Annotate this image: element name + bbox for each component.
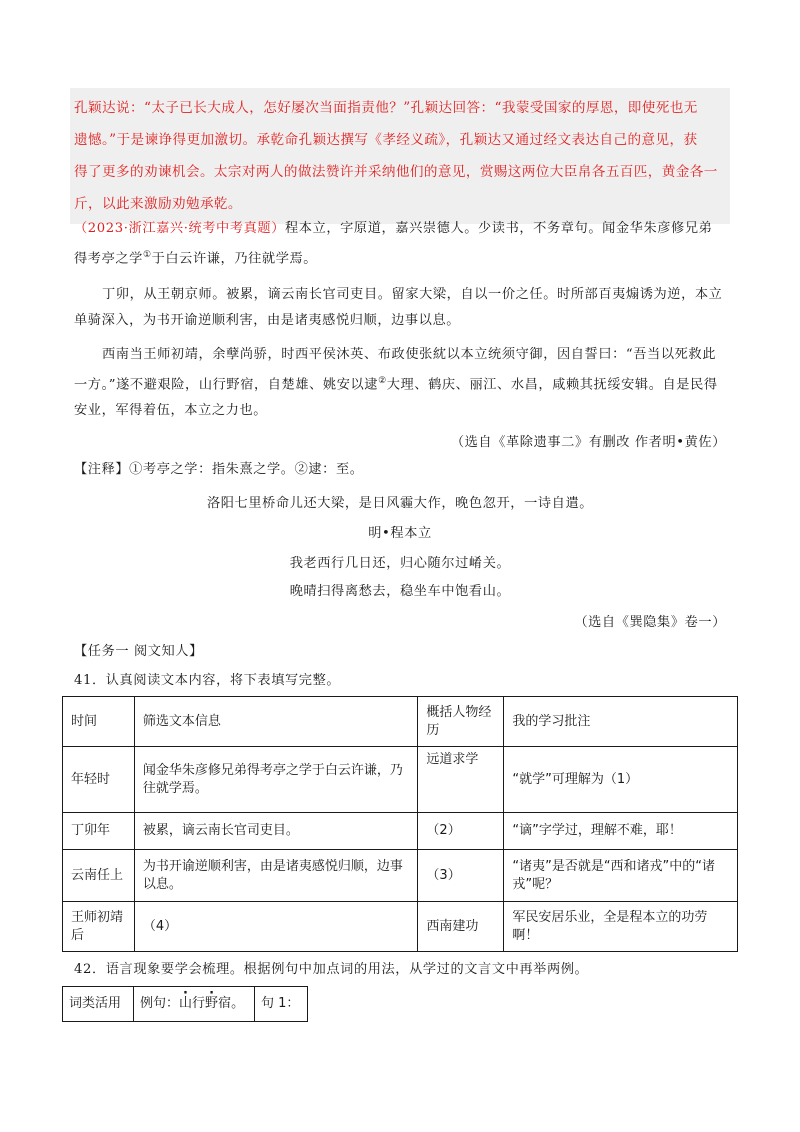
q41-table xyxy=(62,696,738,952)
table-cell: “谪”字学过，理解不难，耶！ xyxy=(504,813,738,850)
table-cell: 丁卯年 xyxy=(63,813,135,850)
q42-table xyxy=(62,986,308,1022)
header-cell: 概括人物经历 xyxy=(418,697,504,747)
table-header-row xyxy=(63,697,738,747)
header-cell: 时间 xyxy=(63,697,135,747)
answer-line: 遗憾。”于是谏诤得更加激切。承乾命孔颖达撰写《孝经义疏》，孔颖达又通过经文表达自己的意见，获 xyxy=(74,132,698,148)
q41-prompt: 41．认真阅读文本内容，将下表填写完整。 xyxy=(74,673,341,688)
table-cell: “诸夷”是否就是“西和诸戎”中的“诸戎”呢？ xyxy=(504,850,738,902)
p3-text-b: 大理、鹤庆、丽江、水昌，咸赖其抚绥安辑。自是民得安业，军得着伍，本立之力也。 xyxy=(74,377,718,419)
intro-text-1: 程本立，字原道，嘉兴崇德人。少读书，不务章句。闻金华朱彦修兄弟 xyxy=(285,221,713,236)
passage-intro xyxy=(74,216,724,272)
table-cell: 王师初靖后 xyxy=(63,902,135,952)
poem-author: 明•程本立 xyxy=(368,526,432,541)
answer-line: 斤，以此来激励劝勉承乾。 xyxy=(74,196,242,212)
header-cell: 筛选文本信息 xyxy=(134,697,418,747)
passage-citation: （选自《革除遗事二》有删改 作者明•黄佐） xyxy=(450,435,726,450)
poem-title: 洛阳七里桥命儿还大梁，是日风霾大作，晚色忽开，一诗自遣。 xyxy=(206,496,594,511)
table-row xyxy=(63,902,738,952)
example-text: 宿。 xyxy=(218,996,245,1011)
source-tag: （2023·浙江嘉兴·统考中考真题） xyxy=(74,221,285,236)
poem-line: 晚晴扫得离愁去，稳坐车中饱看山。 xyxy=(289,584,511,599)
passage-paragraph-3 xyxy=(74,342,724,424)
table-cell: （4） xyxy=(134,902,418,952)
table-cell: 西南建功 xyxy=(418,902,504,952)
table-cell: （2） xyxy=(418,813,504,850)
footnote-mark-2: ② xyxy=(378,376,387,386)
table-cell: 被累，谪云南长官司吏目。 xyxy=(134,813,418,850)
annotation-note: 【注释】①考亭之学：指朱熹之学。②逮：至。 xyxy=(74,462,364,477)
table-cell: 为书开谕逆顺利害，由是诸夷感悦归顺，边事以息。 xyxy=(134,850,418,902)
table-cell: 闻金华朱彦修兄弟得考亭之学于白云许谦，乃往就学焉。 xyxy=(134,747,418,813)
table-cell: 词类活用 xyxy=(63,987,134,1022)
table-cell: 军民安居乐业，全是程本立的功劳啊！ xyxy=(504,902,738,952)
table-cell: 云南任上 xyxy=(63,850,135,902)
table-row xyxy=(63,813,738,850)
answer-translation-block xyxy=(70,88,730,224)
header-cell: 我的学习批注 xyxy=(504,697,738,747)
dotted-word: 野 xyxy=(205,996,219,1011)
answer-line: 得了更多的劝谏机会。太宗对两人的做法赞许并采纳他们的意见，赏赐这两位大臣帛各五百匹，黄金各一 xyxy=(74,164,718,180)
table-cell: （3） xyxy=(418,850,504,902)
poem-line: 我老西行几日还，归心随尔过崤关。 xyxy=(289,556,511,571)
intro-text-2b: 于白云许谦，乃往就学焉。 xyxy=(151,251,318,267)
table-row xyxy=(63,987,308,1022)
intro-text-2a: 得考亭之学 xyxy=(74,251,143,267)
p3-text-a: 西南当王师初靖，余孽尚骄，时西平侯沐英、布政使张紞以本立统须守御，因自誓曰：“吾当以死救此一方。”遂不避艰险，山行野宿，自楚雄、姚安以逮 xyxy=(74,347,716,393)
table-cell: 句 1： xyxy=(255,987,308,1022)
table-cell: 年轻时 xyxy=(63,747,135,813)
answer-line: 孔颖达说：“太子已长大成人，怎好屡次当面指责他？”孔颖达回答：“我蒙受国家的厚恩，即使死也无 xyxy=(74,100,698,116)
q42-prompt: 42．语言现象要学会梳理。根据例句中加点词的用法，从学过的文言文中再举两例。 xyxy=(74,962,589,977)
dotted-word: 山 xyxy=(179,996,193,1011)
table-cell: “就学”可理解为（1） xyxy=(504,747,738,813)
table-row xyxy=(63,747,738,813)
footnote-mark-1: ① xyxy=(142,250,152,260)
task-heading: 【任务一 阅文知人】 xyxy=(74,644,203,659)
table-cell xyxy=(134,987,255,1022)
poem-citation: （选自《巽隐集》卷一） xyxy=(574,615,726,630)
example-prefix: 例句： xyxy=(140,996,180,1011)
passage-paragraph-2: 丁卯，从王朝京师。被累，谪云南长官司吏目。留家大梁，自以一价之任。时所部百夷煽诱为逆，本立单骑深入，为书开谕逆顺利害，由是诸夷感悦归顺，边事以息。 xyxy=(74,287,723,328)
example-text: 行 xyxy=(192,996,206,1011)
table-cell: 远道求学 xyxy=(418,747,504,813)
table-row xyxy=(63,850,738,902)
